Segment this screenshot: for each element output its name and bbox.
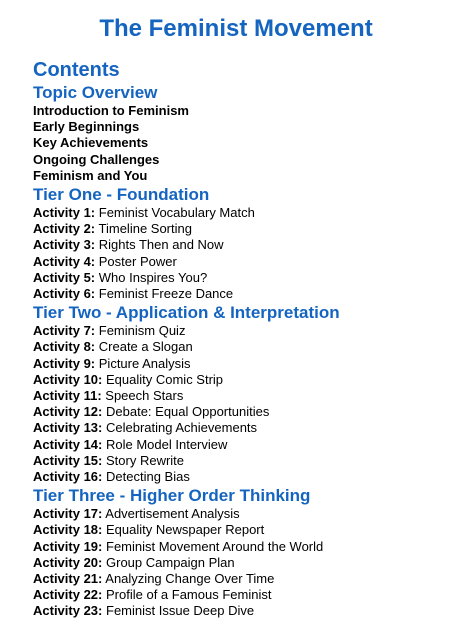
activity-number: Activity 11:: [33, 388, 102, 404]
activity-title: Speech Stars: [105, 388, 184, 404]
activity-item: [33, 237, 472, 253]
activity-item: [33, 603, 472, 619]
activity-number: Activity 1:: [33, 205, 96, 221]
activity-list: [33, 506, 472, 619]
activity-number: Activity 4:: [33, 253, 96, 269]
activity-title: Timeline Sorting: [98, 221, 192, 237]
section-heading: Tier Three - Higher Order Thinking: [33, 486, 311, 506]
activity-title: Debate: Equal Opportunities: [106, 404, 270, 420]
section-heading: Topic Overview: [33, 83, 158, 102]
activity-item: [33, 437, 472, 453]
activity-item: [33, 323, 472, 339]
activity-title: Profile of a Famous Feminist: [106, 587, 272, 603]
activity-item: [33, 339, 472, 355]
activity-title: Celebrating Achievements: [106, 420, 258, 436]
activity-number: Activity 12:: [33, 404, 103, 420]
contents-heading: Contents: [33, 59, 120, 81]
section-heading: Tier One - Foundation: [33, 185, 210, 205]
activity-item: [33, 587, 472, 603]
activity-title: Poster Power: [98, 253, 177, 269]
activity-title: Feminist Issue Deep Dive: [106, 603, 255, 619]
activity-number: Activity 8:: [33, 339, 96, 355]
activity-title: Feminism Quiz: [98, 323, 186, 339]
activity-item: [33, 453, 472, 469]
activity-item: [33, 506, 472, 522]
activity-title: Who Inspires You?: [98, 269, 208, 285]
activity-title: Story Rewrite: [106, 452, 185, 468]
activity-number: Activity 5:: [33, 269, 96, 285]
activity-title: Analyzing Change Over Time: [105, 571, 275, 587]
activity-number: Activity 15:: [33, 452, 103, 468]
activity-item: [33, 372, 472, 388]
overview-item: Ongoing Challenges: [33, 151, 160, 167]
activity-number: Activity 2:: [33, 221, 96, 237]
activity-item: [33, 270, 472, 286]
activity-item: [33, 221, 472, 237]
activity-title: Equality Comic Strip: [106, 371, 224, 387]
activity-item: [33, 404, 472, 420]
activity-title: Advertisement Analysis: [105, 506, 240, 522]
section-heading: Tier Two - Application & Interpretation: [33, 303, 340, 323]
overview-item: Feminism and You: [33, 167, 148, 183]
activity-number: Activity 16:: [33, 469, 103, 485]
activity-number: Activity 18:: [33, 522, 103, 538]
activity-number: Activity 23:: [33, 603, 103, 619]
activity-item: [33, 286, 472, 302]
activity-number: Activity 14:: [33, 436, 103, 452]
activity-list: [33, 323, 472, 485]
overview-item: Key Achievements: [33, 135, 149, 151]
activity-title: Create a Slogan: [98, 339, 193, 355]
activity-item: [33, 539, 472, 555]
activity-title: Feminist Freeze Dance: [98, 286, 234, 302]
activity-item: [33, 571, 472, 587]
activity-number: Activity 7:: [33, 323, 96, 339]
activity-number: Activity 13:: [33, 420, 103, 436]
activity-item: [33, 420, 472, 436]
activity-item: [33, 205, 472, 221]
activity-title: Detecting Bias: [106, 469, 190, 485]
table-of-contents: [33, 83, 472, 620]
activity-number: Activity 20:: [33, 554, 103, 570]
overview-list: [33, 103, 472, 184]
activity-title: Feminist Movement Around the World: [106, 538, 324, 554]
activity-number: Activity 10:: [33, 371, 103, 387]
activity-item: [33, 522, 472, 538]
activity-title: Role Model Interview: [106, 436, 228, 452]
activity-item: [33, 555, 472, 571]
activity-number: Activity 6:: [33, 286, 96, 302]
activity-title: Group Campaign Plan: [106, 554, 235, 570]
activity-title: Rights Then and Now: [98, 237, 224, 253]
activity-item: [33, 254, 472, 270]
activity-item: [33, 388, 472, 404]
activity-list: [33, 205, 472, 302]
activity-number: Activity 19:: [33, 538, 103, 554]
activity-number: Activity 17:: [33, 506, 103, 522]
activity-number: Activity 22:: [33, 587, 103, 603]
overview-item: Introduction to Feminism: [33, 103, 189, 118]
overview-item: Early Beginnings: [33, 119, 140, 135]
activity-title: Equality Newspaper Report: [106, 522, 265, 538]
activity-title: Picture Analysis: [98, 355, 191, 371]
activity-number: Activity 3:: [33, 237, 96, 253]
activity-number: Activity 21:: [33, 571, 103, 587]
activity-item: [33, 356, 472, 372]
activity-item: [33, 469, 472, 485]
document-title: The Feminist Movement: [99, 15, 373, 42]
activity-number: Activity 9:: [33, 355, 96, 371]
activity-title: Feminist Vocabulary Match: [98, 205, 255, 221]
